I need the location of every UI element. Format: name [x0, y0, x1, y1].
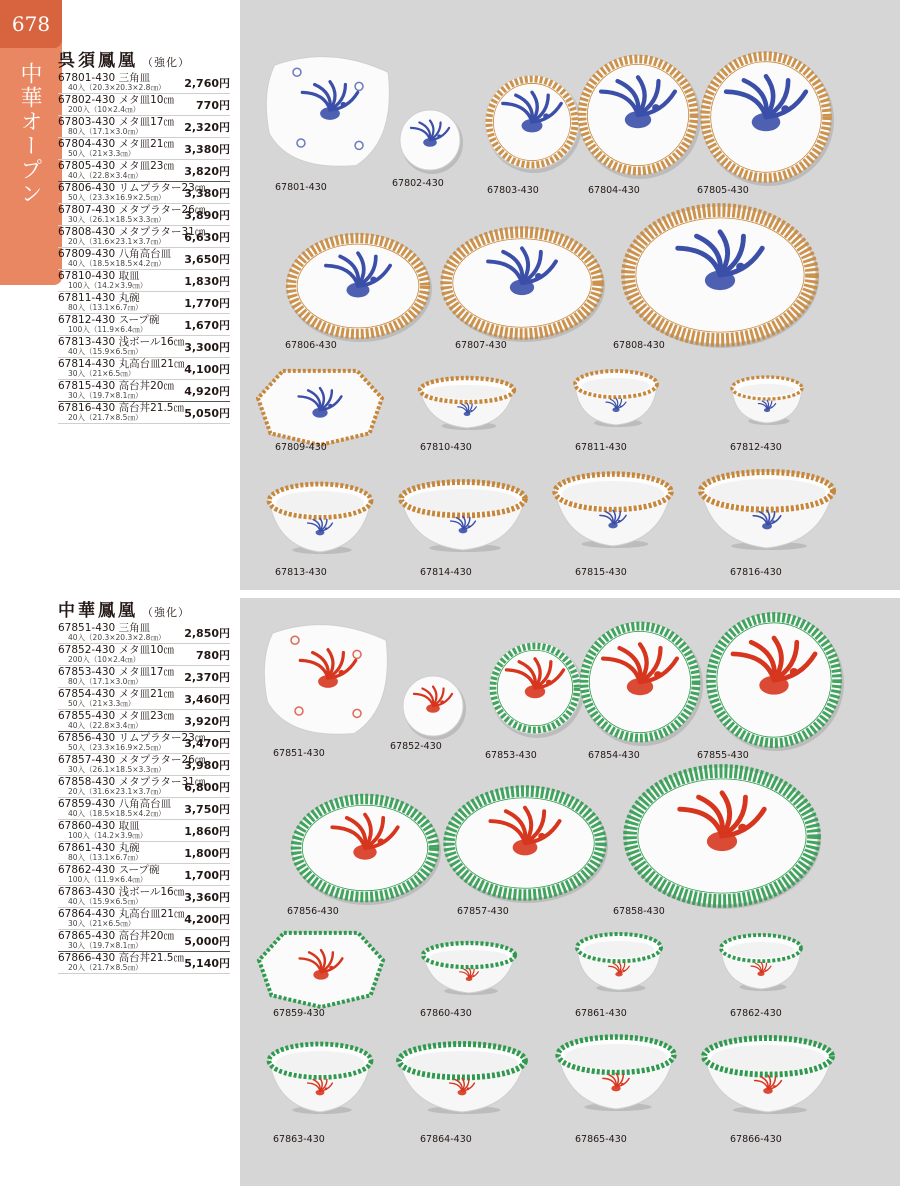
item-price: 1,770円 — [184, 297, 230, 310]
item-spec: 30入（21×6.5㎝） — [68, 919, 136, 928]
item-name: メタ皿10㎝ — [118, 644, 174, 656]
price-row — [58, 336, 230, 358]
photo-code-label: 67809-430 — [275, 442, 327, 453]
dish-photo — [578, 620, 702, 744]
item-code: 67813-430 — [58, 336, 116, 348]
item-name: メタプラター26㎝ — [118, 204, 206, 216]
item-price: 1,860円 — [184, 825, 230, 838]
item-name: 浅ボール16㎝ — [118, 336, 185, 348]
item-price: 3,920円 — [184, 715, 230, 728]
price-row — [58, 688, 230, 710]
photo-code-label: 67805-430 — [697, 185, 749, 196]
dish-photo — [259, 929, 383, 1007]
item-name: 三角皿 — [118, 72, 151, 84]
photo-panel — [240, 0, 900, 590]
item-price: 3,750円 — [184, 803, 230, 816]
item-price: 2,370円 — [184, 671, 230, 684]
item-spec: 30入（19.7×8.1㎝） — [68, 941, 143, 950]
item-name: スープ碗 — [118, 314, 160, 326]
price-row — [58, 952, 230, 974]
price-row — [58, 72, 230, 94]
item-price: 4,100円 — [184, 363, 230, 376]
photo-panel — [240, 598, 900, 1186]
price-row — [58, 754, 230, 776]
item-spec: 50入（21×3.3㎝） — [68, 699, 136, 708]
dish-photo — [699, 470, 835, 550]
item-spec: 80入（17.1×3.0㎝） — [68, 127, 143, 136]
item-spec: 80入（13.1×6.7㎝） — [68, 853, 143, 862]
item-spec: 30入（21×6.5㎝） — [68, 369, 136, 378]
photo-code-label: 67814-430 — [420, 567, 472, 578]
item-name: 丸碗 — [118, 292, 140, 304]
section-title-text: 呉須鳳凰 — [58, 51, 138, 71]
price-row — [58, 94, 230, 116]
item-spec: 30入（19.7×8.1㎝） — [68, 391, 143, 400]
price-row — [58, 226, 230, 248]
item-price: 5,050円 — [184, 407, 230, 420]
photo-code-label: 67815-430 — [575, 567, 627, 578]
price-row — [58, 666, 230, 688]
item-price: 5,140円 — [184, 957, 230, 970]
dish-photo — [290, 793, 440, 903]
item-spec: 50入（23.3×16.9×2.5㎝） — [68, 193, 166, 202]
price-row — [58, 402, 230, 424]
price-row — [58, 776, 230, 798]
item-spec: 80入（17.1×3.0㎝） — [68, 677, 143, 686]
item-code: 67858-430 — [58, 776, 116, 788]
item-price: 2,850円 — [184, 627, 230, 640]
item-name: メタプラター31㎝ — [118, 776, 206, 788]
item-spec: 40入（22.8×3.4㎝） — [68, 171, 143, 180]
item-spec: 40入（18.5×18.5×4.2㎝） — [68, 809, 166, 818]
item-name: メタプラター26㎝ — [118, 754, 206, 766]
photo-code-label: 67862-430 — [730, 1008, 782, 1019]
item-price: 3,380円 — [184, 143, 230, 156]
item-name: 高台丼20㎝ — [118, 380, 174, 392]
item-spec: 200入（10×2.4㎝） — [68, 105, 141, 114]
photo-code-label: 67864-430 — [420, 1134, 472, 1145]
item-code: 67801-430 — [58, 72, 116, 84]
dish-photo — [267, 1042, 373, 1114]
dish-photo — [399, 480, 527, 552]
item-name: 高台丼21.5㎝ — [118, 402, 184, 414]
item-code: 67814-430 — [58, 358, 116, 370]
photo-code-label: 67861-430 — [575, 1008, 627, 1019]
dish-photo — [258, 367, 382, 445]
photo-code-label: 67859-430 — [273, 1008, 325, 1019]
photo-code-label: 67811-430 — [575, 442, 627, 453]
item-code: 67866-430 — [58, 952, 116, 964]
item-spec: 40入（20.3×20.3×2.8㎝） — [68, 633, 166, 642]
photo-code-label: 67853-430 — [485, 750, 537, 761]
dish-photo — [702, 1036, 834, 1114]
item-code: 67852-430 — [58, 644, 116, 656]
item-name: メタ皿23㎝ — [118, 710, 174, 722]
dish-photo — [556, 1035, 676, 1111]
dish-photo — [443, 785, 607, 901]
dish-photo — [699, 50, 833, 184]
dish-photo — [705, 611, 843, 749]
item-name: スープ碗 — [118, 864, 160, 876]
item-code: 67859-430 — [58, 798, 116, 810]
photo-code-label: 67802-430 — [392, 178, 444, 189]
item-price: 3,460円 — [184, 693, 230, 706]
price-list — [58, 622, 230, 974]
dish-photo — [575, 932, 663, 992]
item-name: 丸高台皿21㎝ — [118, 358, 185, 370]
item-price: 4,200円 — [184, 913, 230, 926]
item-code: 67865-430 — [58, 930, 116, 942]
item-spec: 50入（23.3×16.9×2.5㎝） — [68, 743, 166, 752]
item-name: 高台丼20㎝ — [118, 930, 174, 942]
price-row — [58, 798, 230, 820]
dish-photo — [719, 933, 803, 991]
photo-code-label: 67816-430 — [730, 567, 782, 578]
item-spec: 20入（21.7×8.5㎝） — [68, 963, 143, 972]
item-price: 6,800円 — [184, 781, 230, 794]
photo-code-label: 67812-430 — [730, 442, 782, 453]
item-name: 八角高台皿 — [118, 798, 172, 810]
price-row — [58, 644, 230, 666]
item-price: 3,360円 — [184, 891, 230, 904]
category-label: 中華オープン — [17, 62, 42, 206]
item-price: 2,320円 — [184, 121, 230, 134]
item-name: リムプラター23㎝ — [118, 732, 206, 744]
price-row — [58, 358, 230, 380]
price-row — [58, 138, 230, 160]
item-price: 3,300円 — [184, 341, 230, 354]
item-spec: 20入（21.7×8.5㎝） — [68, 413, 143, 422]
item-price: 5,000円 — [184, 935, 230, 948]
dish-photo — [398, 108, 462, 172]
dish-photo — [262, 619, 394, 737]
item-code: 67805-430 — [58, 160, 116, 172]
item-price: 1,800円 — [184, 847, 230, 860]
item-spec: 20入（31.6×23.1×3.7㎝） — [68, 237, 166, 246]
section-subtitle: （強化） — [142, 56, 190, 69]
item-name: 高台丼21.5㎝ — [118, 952, 184, 964]
section-title — [58, 596, 190, 621]
item-code: 67804-430 — [58, 138, 116, 150]
photo-code-label: 67863-430 — [273, 1134, 325, 1145]
item-spec: 40入（20.3×20.3×2.8㎝） — [68, 83, 166, 92]
price-row — [58, 930, 230, 952]
item-code: 67857-430 — [58, 754, 116, 766]
page-tab — [0, 0, 62, 285]
item-code: 67806-430 — [58, 182, 116, 194]
item-code: 67862-430 — [58, 864, 116, 876]
item-name: 丸碗 — [118, 842, 140, 854]
price-row — [58, 908, 230, 930]
photo-code-label: 67866-430 — [730, 1134, 782, 1145]
item-code: 67803-430 — [58, 116, 116, 128]
price-row — [58, 886, 230, 908]
item-code: 67810-430 — [58, 270, 116, 282]
dish-photo — [624, 765, 820, 907]
page-number: 678 — [0, 0, 62, 48]
item-spec: 40入（18.5×18.5×4.2㎝） — [68, 259, 166, 268]
item-name: メタ皿23㎝ — [118, 160, 174, 172]
dish-photo — [418, 376, 516, 430]
item-spec: 80入（13.1×6.7㎝） — [68, 303, 143, 312]
item-code: 67864-430 — [58, 908, 116, 920]
item-name: メタ皿17㎝ — [118, 666, 174, 678]
price-row — [58, 842, 230, 864]
price-row — [58, 864, 230, 886]
dish-photo — [573, 369, 659, 427]
dish-photo — [440, 226, 604, 340]
price-row — [58, 248, 230, 270]
item-name: メタ皿10㎝ — [118, 94, 174, 106]
item-name: 取皿 — [118, 270, 140, 282]
item-price: 3,650円 — [184, 253, 230, 266]
item-code: 67809-430 — [58, 248, 116, 260]
photo-code-label: 67808-430 — [613, 340, 665, 351]
photo-code-label: 67813-430 — [275, 567, 327, 578]
item-spec: 20入（31.6×23.1×3.7㎝） — [68, 787, 166, 796]
item-spec: 100入（11.9×6.4㎝） — [68, 875, 148, 884]
item-spec: 50入（21×3.3㎝） — [68, 149, 136, 158]
price-row — [58, 116, 230, 138]
item-spec: 40入（22.8×3.4㎝） — [68, 721, 143, 730]
item-spec: 100入（14.2×3.9㎝） — [68, 831, 148, 840]
dish-photo — [264, 51, 396, 169]
photo-code-label: 67857-430 — [457, 906, 509, 917]
photo-code-label: 67801-430 — [275, 182, 327, 193]
dish-photo — [421, 941, 517, 995]
item-name: 三角皿 — [118, 622, 151, 634]
item-price: 780円 — [196, 649, 230, 662]
item-code: 67853-430 — [58, 666, 116, 678]
photo-code-label: 67851-430 — [273, 748, 325, 759]
item-spec: 100入（14.2×3.9㎝） — [68, 281, 148, 290]
photo-code-label: 67855-430 — [697, 750, 749, 761]
item-name: メタ皿17㎝ — [118, 116, 174, 128]
item-price: 1,830円 — [184, 275, 230, 288]
item-code: 67815-430 — [58, 380, 116, 392]
item-price: 3,470円 — [184, 737, 230, 750]
item-code: 67811-430 — [58, 292, 116, 304]
item-price: 1,670円 — [184, 319, 230, 332]
photo-code-label: 67804-430 — [588, 185, 640, 196]
item-code: 67856-430 — [58, 732, 116, 744]
photo-code-label: 67852-430 — [390, 741, 442, 752]
item-name: メタ皿21㎝ — [118, 688, 174, 700]
price-list — [58, 72, 230, 424]
price-row — [58, 292, 230, 314]
item-code: 67855-430 — [58, 710, 116, 722]
item-code: 67863-430 — [58, 886, 116, 898]
item-spec: 30入（26.1×18.5×3.3㎝） — [68, 765, 166, 774]
item-code: 67802-430 — [58, 94, 116, 106]
price-row — [58, 820, 230, 842]
item-code: 67812-430 — [58, 314, 116, 326]
price-row — [58, 710, 230, 732]
item-name: メタ皿21㎝ — [118, 138, 174, 150]
item-price: 1,700円 — [184, 869, 230, 882]
item-name: メタプラター31㎝ — [118, 226, 206, 238]
item-code: 67816-430 — [58, 402, 116, 414]
price-row — [58, 622, 230, 644]
item-code: 67851-430 — [58, 622, 116, 634]
item-name: 浅ボール16㎝ — [118, 886, 185, 898]
item-code: 67861-430 — [58, 842, 116, 854]
photo-code-label: 67865-430 — [575, 1134, 627, 1145]
dish-photo — [401, 674, 465, 738]
item-name: 丸高台皿21㎝ — [118, 908, 185, 920]
price-row — [58, 314, 230, 336]
item-spec: 30入（26.1×18.5×3.3㎝） — [68, 215, 166, 224]
photo-code-label: 67860-430 — [420, 1008, 472, 1019]
item-price: 3,890円 — [184, 209, 230, 222]
item-code: 67807-430 — [58, 204, 116, 216]
photo-code-label: 67856-430 — [287, 906, 339, 917]
price-row — [58, 160, 230, 182]
photo-code-label: 67807-430 — [455, 340, 507, 351]
item-price: 770円 — [196, 99, 230, 112]
section-title-text: 中華鳳凰 — [58, 601, 138, 621]
item-price: 6,630円 — [184, 231, 230, 244]
dish-photo — [267, 482, 373, 554]
photo-code-label: 67854-430 — [588, 750, 640, 761]
dish-photo — [285, 232, 431, 340]
dish-photo — [553, 472, 673, 548]
photo-code-label: 67858-430 — [613, 906, 665, 917]
item-code: 67860-430 — [58, 820, 116, 832]
item-code: 67854-430 — [58, 688, 116, 700]
dish-photo — [730, 375, 804, 425]
section-subtitle: （強化） — [142, 606, 190, 619]
item-name: 八角高台皿 — [118, 248, 172, 260]
price-row — [58, 182, 230, 204]
item-price: 4,920円 — [184, 385, 230, 398]
item-price: 2,760円 — [184, 77, 230, 90]
photo-code-label: 67803-430 — [487, 185, 539, 196]
item-spec: 40入（15.9×6.5㎝） — [68, 347, 143, 356]
price-row — [58, 380, 230, 402]
item-spec: 40入（15.9×6.5㎝） — [68, 897, 143, 906]
item-spec: 100入（11.9×6.4㎝） — [68, 325, 148, 334]
item-price: 3,980円 — [184, 759, 230, 772]
item-price: 3,380円 — [184, 187, 230, 200]
item-name: 取皿 — [118, 820, 140, 832]
price-row — [58, 270, 230, 292]
photo-code-label: 67806-430 — [285, 340, 337, 351]
section-title — [58, 46, 190, 71]
photo-code-label: 67810-430 — [420, 442, 472, 453]
dish-photo — [397, 1042, 527, 1114]
item-price: 3,820円 — [184, 165, 230, 178]
price-row — [58, 732, 230, 754]
item-name: リムプラター23㎝ — [118, 182, 206, 194]
dish-photo — [576, 53, 700, 177]
dish-photo — [483, 73, 581, 171]
item-code: 67808-430 — [58, 226, 116, 238]
dish-photo — [487, 640, 583, 736]
item-spec: 200入（10×2.4㎝） — [68, 655, 141, 664]
price-row — [58, 204, 230, 226]
dish-photo — [622, 204, 818, 346]
